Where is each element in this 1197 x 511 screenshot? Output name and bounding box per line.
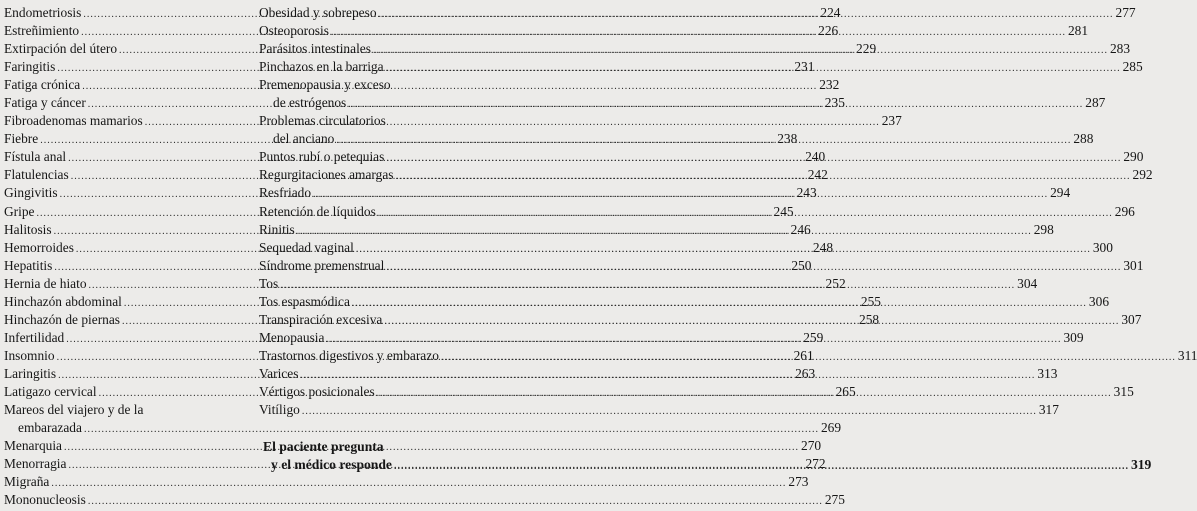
entry-label: Transpiración excesiva xyxy=(259,311,383,327)
dot-leader xyxy=(386,150,1121,168)
entry-page-number: 231 xyxy=(794,59,815,75)
entry-page-number: 237 xyxy=(881,113,902,129)
entry-label: Pinchazos en la barriga xyxy=(259,59,384,75)
entry-page-number: 240 xyxy=(805,149,826,165)
entry-label: Sequedad vaginal xyxy=(259,239,354,255)
entry-page-number: 273 xyxy=(788,474,809,490)
entry-page-number: 319 xyxy=(1130,457,1152,473)
dot-leader xyxy=(441,349,1176,367)
dot-leader xyxy=(348,96,1083,114)
entry-label: Halitosis xyxy=(4,221,52,237)
dot-leader xyxy=(297,223,1032,241)
dot-leader xyxy=(356,241,1091,259)
entry-label: Menarquia xyxy=(4,438,63,454)
dot-leader xyxy=(313,186,1048,204)
dot-leader xyxy=(331,24,1066,42)
entry-label: Gripe xyxy=(4,203,35,219)
entry-page-number: 232 xyxy=(819,77,840,93)
entry-label: Fiebre xyxy=(4,131,39,147)
entry-page-number: 294 xyxy=(1050,185,1071,201)
entry-label: Estreñimiento xyxy=(4,23,80,39)
entry-page-number: 255 xyxy=(860,293,881,309)
entry-label: Hepatitis xyxy=(4,257,53,273)
index-entry-continuation xyxy=(4,419,842,437)
index-entry xyxy=(4,473,809,491)
dot-leader xyxy=(373,42,1108,60)
index-entry xyxy=(259,401,1059,419)
entry-label: Menopausia xyxy=(259,329,325,345)
entry-page-number: 246 xyxy=(790,221,811,237)
entry-page-number: 292 xyxy=(1132,167,1153,183)
entry-label-line1: Problemas circulatorios xyxy=(259,113,386,129)
entry-label: Vitíligo xyxy=(259,402,300,418)
dot-leader xyxy=(394,458,1129,476)
entry-page-number: 283 xyxy=(1109,41,1131,57)
entry-label: Menorragia xyxy=(4,456,67,472)
entry-label: Fatiga crónica xyxy=(4,77,81,93)
dot-leader xyxy=(336,132,1071,150)
entry-page-number: 259 xyxy=(803,329,824,345)
entry-label: Síndrome premenstrual xyxy=(259,257,385,273)
entry-page-number: 243 xyxy=(796,185,817,201)
entry-label-line1: Premenopausia y exceso xyxy=(259,77,391,93)
index-entry xyxy=(4,491,845,509)
entry-label: Faringitis xyxy=(4,59,56,75)
entry-label: Gingivitis xyxy=(4,185,58,201)
entry-page-number: 288 xyxy=(1073,131,1094,147)
entry-page-number: 245 xyxy=(773,203,794,219)
dot-leader xyxy=(384,313,1119,331)
dot-leader xyxy=(302,403,1037,421)
dot-leader xyxy=(379,6,1114,24)
entry-label: Mononucleosis xyxy=(4,492,86,508)
entry-label-line2: del anciano xyxy=(273,131,335,147)
entry-label: Tos espasmódica xyxy=(259,293,350,309)
dot-leader xyxy=(386,60,1121,78)
entry-page-number: 229 xyxy=(856,41,877,57)
entry-label: Puntos rubí o petequias xyxy=(259,149,385,165)
entry-label: Migraña xyxy=(4,474,50,490)
entry-label: Infertilidad xyxy=(4,329,65,345)
entry-page-number: 226 xyxy=(818,23,839,39)
entry-label: Hinchazón abdominal xyxy=(4,293,122,309)
entry-page-number: 281 xyxy=(1067,23,1089,39)
entry-page-number: 275 xyxy=(824,492,845,508)
entry-label: Retención de líquidos xyxy=(259,203,376,219)
closing-label-line1: El paciente pregunta xyxy=(263,439,384,455)
entry-page-number: 238 xyxy=(777,131,798,147)
entry-label: Flatulencias xyxy=(4,167,69,183)
entry-page-number: 248 xyxy=(812,239,834,255)
dot-leader xyxy=(51,475,786,493)
entry-label: Parásitos intestinales xyxy=(259,41,371,57)
entry-page-number: 277 xyxy=(1115,5,1136,20)
entry-label: Laringitis xyxy=(4,365,57,381)
entry-page-number: 265 xyxy=(835,383,856,399)
entry-page-number: 304 xyxy=(1017,275,1038,291)
entry-label: Rinitis xyxy=(259,221,295,237)
entry-page-number: 242 xyxy=(807,167,828,183)
entry-label: Fatiga y cáncer xyxy=(4,95,86,111)
entry-page-number: 261 xyxy=(793,347,814,363)
entry-label: Hernia de hiato xyxy=(4,275,87,291)
entry-page-number: 224 xyxy=(820,5,841,20)
entry-page-number: 309 xyxy=(1063,329,1084,345)
entry-page-number: 301 xyxy=(1123,257,1144,273)
entry-page-number: 270 xyxy=(801,438,822,454)
dot-leader xyxy=(280,277,1015,295)
entry-page-number: 263 xyxy=(795,365,816,381)
entry-label-line2: embarazada xyxy=(18,420,82,436)
entry-page-number: 317 xyxy=(1038,402,1059,418)
entry-label: Vértigos posicionales xyxy=(259,383,375,399)
entry-page-number: 315 xyxy=(1113,383,1134,399)
entry-label: Resfriado xyxy=(259,185,312,201)
entry-label: Regurgitaciones amargas xyxy=(259,167,394,183)
entry-page-number: 296 xyxy=(1114,203,1135,219)
entry-label: Fístula anal xyxy=(4,149,67,165)
dot-leader xyxy=(386,259,1121,277)
closing-label-line2: y el médico responde xyxy=(271,457,392,473)
entry-page-number: 307 xyxy=(1121,311,1142,327)
entry-label-line1: Mareos del viajero y de la xyxy=(4,402,144,418)
entry-label: Osteoporosis xyxy=(259,23,329,39)
dot-leader xyxy=(377,385,1112,403)
entry-label: Trastornos digestivos y embarazo xyxy=(259,347,439,363)
entry-page-number: 298 xyxy=(1033,221,1054,237)
entry-page-number: 313 xyxy=(1037,365,1058,381)
entry-label: Varices xyxy=(259,365,299,381)
entry-page-number: 235 xyxy=(824,95,845,111)
dot-leader xyxy=(300,367,1035,385)
dot-leader xyxy=(145,114,880,132)
dot-leader xyxy=(396,168,1131,186)
entry-label-line2: de estrógenos xyxy=(273,95,347,111)
entry-label: Obesidad y sobrepeso xyxy=(259,5,377,20)
entry-label: Hinchazón de piernas xyxy=(4,311,121,327)
entry-page-number: 285 xyxy=(1122,59,1143,75)
entry-page-number: 272 xyxy=(805,456,826,472)
dot-leader xyxy=(88,493,823,511)
entry-page-number: 258 xyxy=(859,311,880,327)
entry-label: Fibroadenomas mamarios xyxy=(4,113,143,129)
entry-label: Insomnio xyxy=(4,347,55,363)
entry-page-number: 269 xyxy=(820,420,842,436)
entry-label: Endometriosis xyxy=(4,5,82,20)
entry-page-number: 252 xyxy=(825,275,846,291)
dot-leader xyxy=(378,205,1113,223)
entry-page-number: 250 xyxy=(791,257,812,273)
entry-page-number: 287 xyxy=(1085,95,1106,111)
entry-label: Tos xyxy=(259,275,279,291)
entry-page-number: 290 xyxy=(1123,149,1144,165)
entry-page-number: 311 xyxy=(1177,347,1197,363)
dot-leader xyxy=(352,295,1087,313)
entry-label: Extirpación del útero xyxy=(4,41,118,57)
entry-page-number: 306 xyxy=(1088,293,1110,309)
entry-page-number: 300 xyxy=(1092,239,1113,255)
entry-label: Hemorroides xyxy=(4,239,74,255)
entry-label: Latigazo cervical xyxy=(4,383,97,399)
